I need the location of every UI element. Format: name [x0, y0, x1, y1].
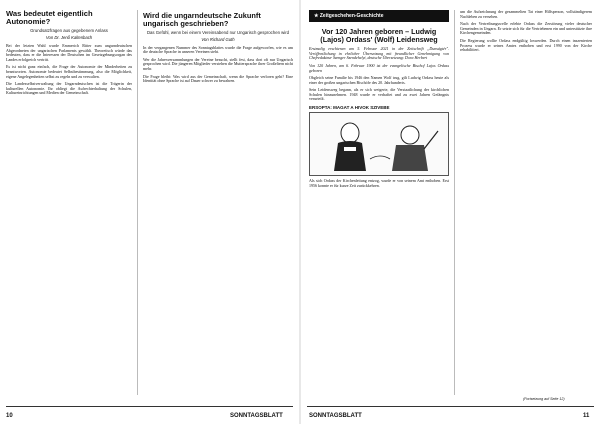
paragraph: Es ist nicht ganz einfach, die Frage der Autonomie der Minderheiten zu beantworten. Autonomie bedeutet Selbstbestimmung, also die Möglichkeit, eigene Angelegenheiten selbst zu regeln und zu verwalten.: [6, 64, 132, 79]
page-number-right: 11: [583, 413, 590, 419]
article-autonomy-deck: Grundsatzfragen aus gegebenem Anlass: [30, 27, 108, 33]
section-banner: ★ Zeitgeschehen-Geschichte: [309, 10, 449, 22]
article-ordass-author: Von 120 Jahren, am 6. Februar 1900 ist der evangelische Bischof Lajos Ordass geboren: [309, 62, 449, 73]
paragraph: Obgleich seine Familie bis 1946 den Namen Wolf trug, gilt Ludwig Ordass heute als einer der großen ungarischen Bischöfe des 20. Jahrhunderts.: [309, 75, 449, 85]
intro-note: Erstmalig erschienen am 5. Februar 2021 in der Zeitschrift „Dunságtér". Veröffentlichung in ehrlicher Übersetzung mit freundlicher Genehmigung von Chefredakteur Szenger Szendehelyi, deutsche Übersetzung: Dora Herbert: [309, 46, 449, 61]
paragraph: Die Regierung wollte Ordass endgültig loswerden. Durch einen inszenierten Prozess wurde er seines Amtes enthoben und erst 1990 von der Kirche rehabilitiert.: [460, 37, 592, 53]
paragraph: um die Aufzeichnung der gesammelten Tat einer Hilfsperson, vollständigerem Nachleben zu versehen.: [460, 10, 592, 19]
cartoon-caption: ERSOPTA: MAGAT A HIVOK SZIVEBE: [309, 105, 390, 111]
paragraph: Wer die Jahresversammlungen der Vereine besucht, stellt fest, dass dort oft nur Ungarisch gesprochen wird. Die jüngeren Mitglieder verstehen die Muttersprache ihrer Großeltern nicht mehr.: [143, 56, 293, 71]
paragraph: Die Landesselbstverwaltung der Ungarndeutschen ist die Trägerin der kulturellen Autonomie. Ihr obliegt die Aufrechterhaltung der Schulen, Kultureinrichtungen und Medien der Gemeinschaft.: [6, 81, 132, 96]
footer-rule: [6, 406, 293, 407]
article-future-deck: Das Gefühl, wenn bei einem Vereinsabend nur Ungarisch gesprochen wird: [146, 29, 290, 35]
article-autonomy-headline: Was bedeutet eigentlich Autonomie?: [6, 10, 93, 26]
paragraph: Als sich Ordass der Kirchenleitung entzog, wurde er von seinem Amt enthoben. Erst 1956 konnte er für kurze Zeit zurückkehren.: [309, 178, 449, 188]
cartoon-illustration: [309, 112, 449, 176]
column-divider: [454, 10, 455, 395]
paragraph: Die Frage bleibt: Was wird aus der Gemeinschaft, wenn die Sprache verloren geht? Eine Identität ohne Sprache ist auf Dauer schwer zu bewahren.: [143, 73, 293, 84]
article-future-headline: Wird die ungarndeutsche Zukunft ungarisch geschrieben?: [143, 12, 261, 28]
footer-rule: [307, 406, 594, 407]
left-page: [0, 0, 299, 424]
article-ordass-continued: [460, 10, 592, 393]
paragraph: In der vergangenen Nummer des Sonntagsblattes wurde die Frage aufgeworfen, wie es um die deutsche Sprache in unseren Vereinen steht.: [143, 44, 293, 55]
article-autonomy-author: Von Dr. Jenő Kaltenbach: [45, 34, 93, 40]
masthead-left: SONNTAGSBLATT: [230, 413, 283, 419]
article-ordass-headline: Vor 120 Jahren geboren – Ludwig (Lajos) Ordass' (Wolf) Leidensweg: [320, 27, 438, 44]
page-number-left: 10: [6, 413, 13, 419]
article-autonomy: [6, 10, 132, 395]
continuation-note: (Fortsetzung auf Seite 12): [523, 397, 565, 401]
article-future: [143, 12, 293, 395]
masthead-right: SONNTAGSBLATT: [309, 413, 362, 419]
paragraph: Sein Leidensweg begann, als er sich weigerte, die Verstaatlichung der kirchlichen Schulen hinzunehmen. 1948 wurde er verhaftet und zu zwei Jahren Gefängnis verurteilt.: [309, 87, 449, 102]
paragraph: Nach der Vertreibungswelle erlebte Ordass die Zerstörung vieler deutscher Gemeinden in Ungarn. Er setzte sich für die Vertriebenen ein und unterstützte ihre Kirchengemeinden.: [460, 21, 592, 36]
right-page: [301, 0, 600, 424]
star-icon: ★: [314, 13, 320, 19]
article-ordass: [309, 10, 449, 395]
column-divider: [137, 10, 138, 395]
cartoon-drawing: [310, 113, 449, 177]
paragraph: Bei der letzten Wahl wurde Emmerich Ritter zum ungarndeutschen Abgeordneten der ungarischen Parlaments gewählt. Theoretisch würde das bedeuten, dass er die Interessen der Deutschen im Gesetzgebungsorgan des Landes erfolgreich vertritt.: [6, 42, 132, 62]
article-future-author: Von Richard Guth: [201, 36, 235, 42]
